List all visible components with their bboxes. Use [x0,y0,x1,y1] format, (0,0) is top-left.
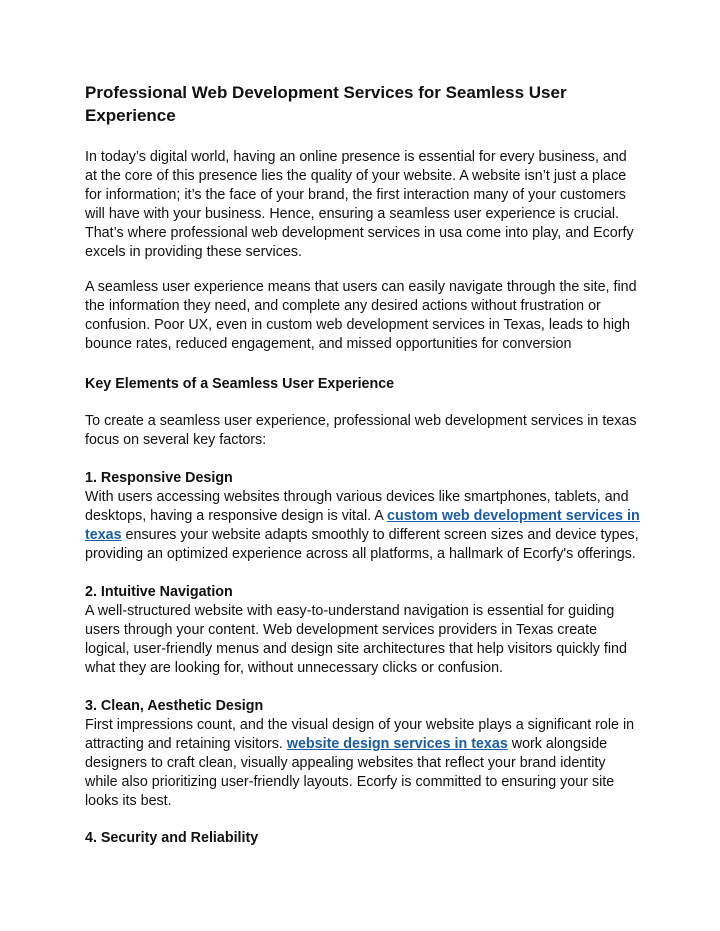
section-text-part: work alongside designers to craft clean, visually appealing websites that reflect your brand identity while also prioritizing user-friendly layouts. Ecorfy is committed to ensuring your site looks its best. [85,736,615,809]
intro-paragraph-2: A seamless user experience means that users can easily navigate through the site, find the information they need, and complete any desired actions without frustration or confusion. Poor UX, even in custom web development services in Texas, leads to high bounce rates, reduced engagement, and missed opportunities for conversion [85,279,637,352]
key-elements-heading: Key Elements of a Seamless User Experience [85,376,395,392]
section-heading-responsive-design: 1. Responsive Design [85,470,233,486]
section-text-part: With users accessing websites through various devices like smartphones, tablets, and desktops, having a responsive design is vital. A [85,489,629,524]
key-elements-intro: To create a seamless user experience, professional web development services in texas focus on several key factors: [85,413,637,448]
section-text-part: ensures your website adapts smoothly to different screen sizes and device types, providing an optimized experience across all platforms, a hallmark of Ecorfy's offerings. [85,527,639,562]
intro-paragraph-1: In today’s digital world, having an online presence is essential for every business, and at the core of this presence lies the quality of your website. A website isn’t just a place for information; it’s the face of your brand, the first interaction many of your customers will have with your business. Hence, ensuring a seamless user experience is crucial. That’s where professional web development services in usa come into play, and Ecorfy excels in providing these services. [85,149,634,260]
section-text-intuitive-navigation: A well-structured website with easy-to-understand navigation is essential for guiding users through your content. Web development services providers in Texas create logical, user-friendly menus and design site architectures that help visitors quickly find what they are looking for, without unnecessary clicks or confusion. [85,603,627,676]
document-title: Professional Web Development Services for Seamless User Experience [85,83,567,125]
section-heading-clean-design: 3. Clean, Aesthetic Design [85,698,264,714]
section-heading-intuitive-navigation: 2. Intuitive Navigation [85,584,233,600]
custom-web-development-link[interactable]: custom web development services in texas [85,508,640,543]
section-text-responsive-design [85,488,641,564]
section-text-clean-design [85,716,641,811]
section-text-part: First impressions count, and the visual design of your website plays a significant role in attracting and retaining visitors. [85,717,635,752]
website-design-services-link[interactable]: website design services in texas [286,736,508,752]
section-heading-security: 4. Security and Reliability [85,830,259,846]
